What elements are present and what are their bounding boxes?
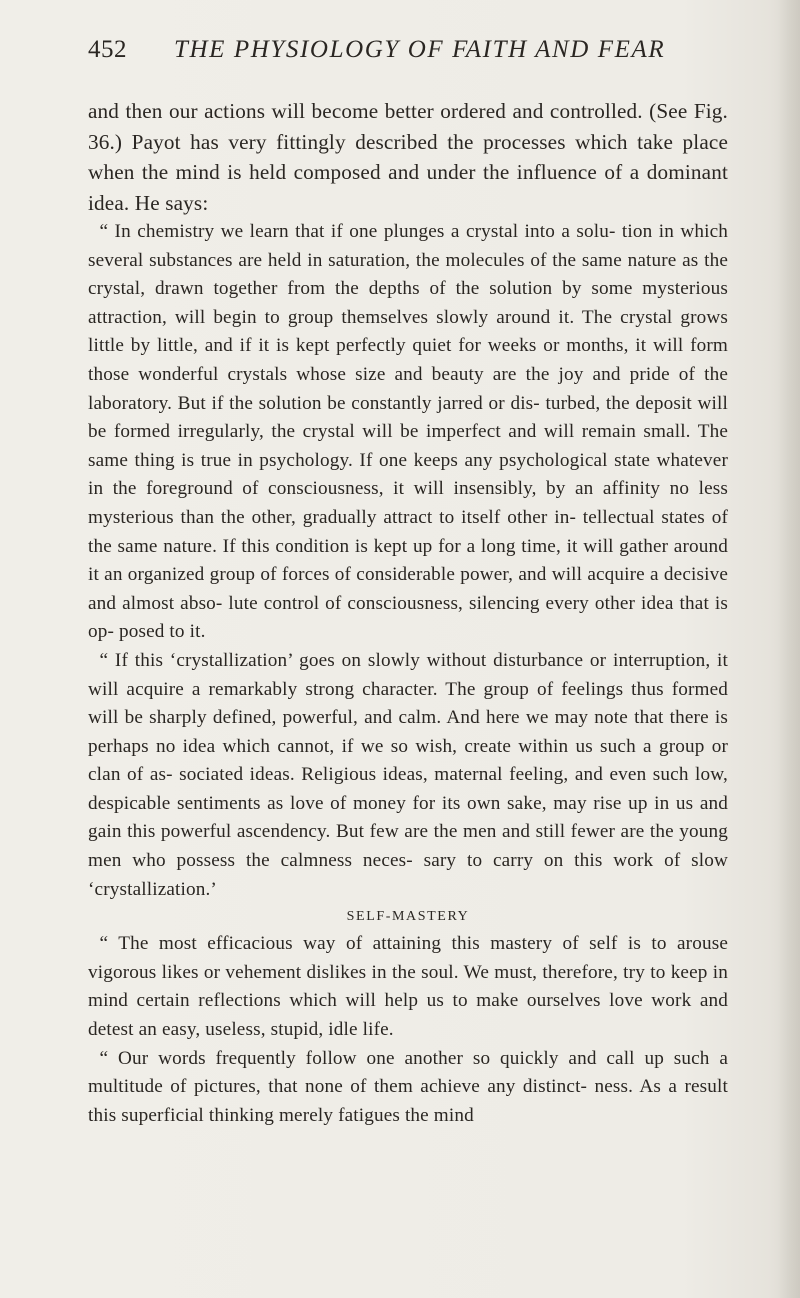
section-subheading: SELF-MASTERY bbox=[346, 909, 470, 925]
paragraph-5: “ Our words frequently follow one another so quickly and call up such a multitude of pictures, that none of them achieve any distinct- ness. As a result this superficial thinking merely fatigues the mind bbox=[88, 1047, 728, 1126]
page-header bbox=[88, 36, 728, 70]
page-edge-shadow bbox=[778, 0, 800, 1298]
paragraph-3: “ If this ‘crystallization’ goes on slowly without disturbance or interruption, it will acquire a remarkably strong character. The group of feelings thus formed will be sharply defined, powerful, and calm. And here we may note that there is perhaps no idea which cannot, if we so wish, create within us such a group or clan of as- sociated ideas. Religious ideas, maternal feeling, and even such low, despicable sentiments as love of money for its own sake, may rise up in us and gain this powerful ascendency. But few are the men and still fewer are the young men who possess the calmness neces- sary to carry on this work of slow ‘crystallization.’ bbox=[88, 649, 728, 900]
running-head: THE PHYSIOLOGY OF FAITH AND FEAR bbox=[174, 36, 666, 63]
body-text bbox=[88, 96, 728, 1130]
page-number: 452 bbox=[88, 36, 127, 63]
paragraph-4: “ The most efficacious way of attaining this mastery of self is to arouse vigorous likes or vehement dislikes in the soul. We must, therefore, try to keep in mind certain reflections which will help us to make ourselves love work and detest an easy, useless, stupid, idle life. bbox=[88, 933, 728, 1041]
paragraph-1: and then our actions will become better ordered and controlled. (See Fig. 36.) Payot has very fittingly described the processes which take place when the mind is held composed and under the influence of a dominant idea. He says: bbox=[88, 99, 728, 215]
paragraph-2: “ In chemistry we learn that if one plunges a crystal into a solu- tion in which several substances are held in saturation, the molecules of the same nature as the crystal, drawn together from the depths of the solution by some mysterious attraction, will begin to group themselves slowly around it. The crystal grows little by little, and if it is kept perfectly quiet for weeks or months, it will form those wonderful crystals whose size and beauty are the joy and pride of the laboratory. But if the solution be constantly jarred or dis- turbed, the deposit will be formed irregularly, the crystal will be imperfect and will remain small. The same thing is true in psychology. If one keeps any psychological state whatever in the foreground of consciousness, it will insensibly, by an affinity no less mysterious than the other, gradually attract to itself other in- tellectual states of the same nature. If this condition is kept up for a long time, it will gather around it an organized group of forces of considerable power, and will acquire a decisive and almost abso- lute control of consciousness, silencing every other idea that is op- posed to it. bbox=[88, 221, 728, 643]
